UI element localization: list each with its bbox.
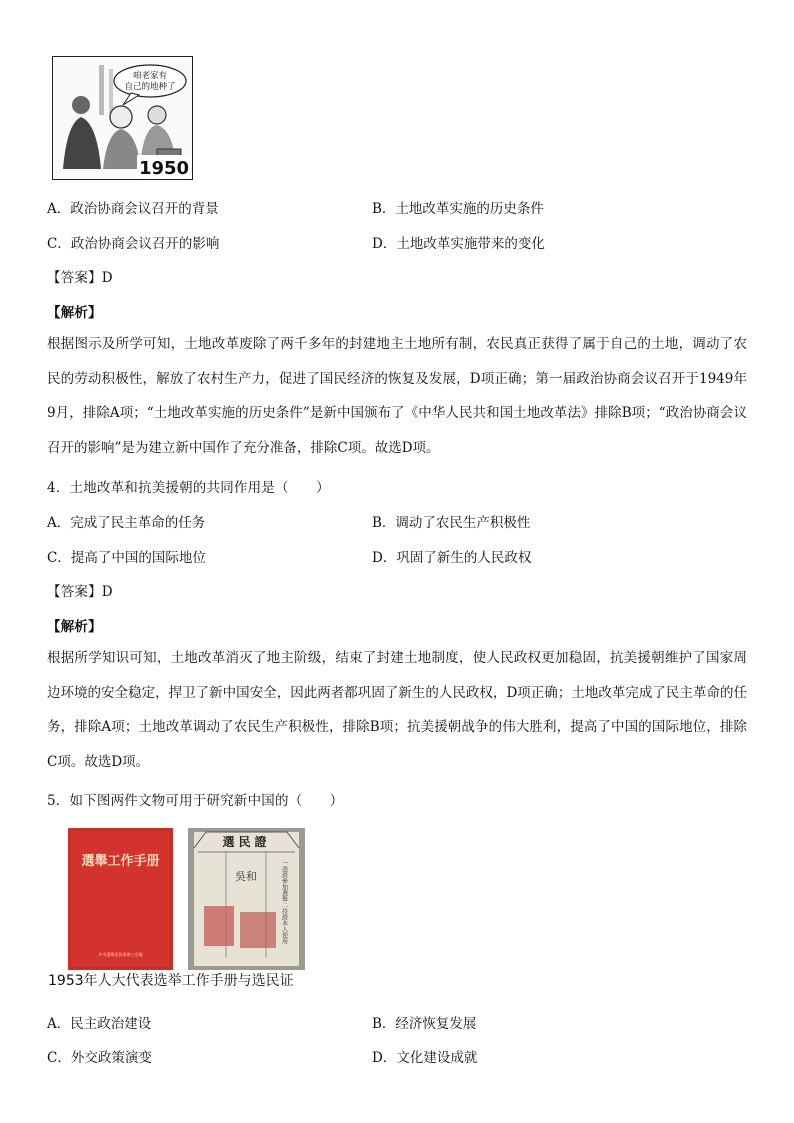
voter-card-side-text: 一憑證參加選舉二持證本人使用 (280, 860, 288, 944)
voter-card-title: 選民證 (222, 835, 271, 849)
q4-answer: 【答案】D (47, 584, 113, 600)
q3-option-a[interactable]: A．政治协商会议召开的背景 (47, 201, 219, 217)
q4-option-b[interactable]: B．调动了农民生产积极性 (372, 515, 531, 531)
speech-line-2: 自己的地种了 (124, 82, 176, 92)
speech-line-1: 咱老家有 (132, 71, 168, 81)
q3-analysis-label: 【解析】 (47, 305, 102, 321)
handbook-title: 選舉工作手册 (81, 854, 160, 869)
svg-text:吳和: 吳和 (235, 870, 257, 883)
handbook-publisher: 中央選舉委員會辦公室編 (98, 952, 143, 957)
q5-option-a[interactable]: A．民主政治建设 (47, 1016, 152, 1032)
q5-option-b[interactable]: B．经济恢复发展 (372, 1016, 477, 1032)
cartoon-illustration (53, 57, 192, 179)
q3-answer: 【答案】D (47, 270, 113, 286)
q4-option-d[interactable]: D．巩固了新生的人民政权 (372, 550, 532, 566)
q5-stem: 5．如下图两件文物可用于研究新中国的（ ） (47, 793, 344, 809)
q3-option-b[interactable]: B．土地改革实施的历史条件 (372, 201, 544, 217)
q3-analysis-text: 根据图示及所学可知，土地改革废除了两千多年的封建地主土地所有制，农民真正获得了属于自己的土地，调动了农民的劳动积极性，解放了农村生产力，促进了国民经济的恢复及发展，D项正确；第一届政治协商会议召开于1949年9月，排除A项；“土地改革实施的历史条件”是新中国颁布了《中华人民共和国土地改革法》排除B项；“政治协商会议召开的影响”是为建立新中国作了充分准备，排除C项。故选D项。 (47, 336, 747, 456)
red-seal-2 (240, 912, 276, 948)
q3-option-c[interactable]: C．政治协商会议召开的影响 (47, 236, 220, 252)
q4-analysis-label: 【解析】 (47, 619, 102, 635)
voter-card-image (188, 828, 305, 970)
cartoon-year: 1950 (138, 158, 190, 179)
election-handbook-image (68, 828, 173, 970)
figure-caption: 1953年人大代表选举工作手册与选民证 (48, 973, 294, 989)
q3-option-d[interactable]: D．土地改革实施带来的变化 (372, 236, 545, 252)
q4-analysis-text: 根据所学知识可知，土地改革消灭了地主阶级，结束了封建土地制度，使人民政权更加稳固，抗美援朝维护了国家周边环境的安全稳定，捍卫了新中国安全，因此两者都巩固了新生的人民政权，D项正确；土地改革完成了民主革命的任务，排除A项；土地改革调动了农民生产积极性，排除B项；抗美援朝战争的伟大胜利，提高了中国的国际地位，排除C项。故选D项。 (47, 650, 747, 770)
red-seal-1 (204, 906, 234, 946)
q4-option-a[interactable]: A．完成了民主革命的任务 (47, 515, 206, 531)
land-reform-cartoon (52, 56, 193, 180)
q4-stem: 4．土地改革和抗美援朝的共同作用是（ ） (47, 480, 330, 496)
q4-option-c[interactable]: C．提高了中国的国际地位 (47, 550, 206, 566)
q5-option-d[interactable]: D．文化建设成就 (372, 1050, 478, 1066)
q5-option-c[interactable]: C．外交政策演变 (47, 1050, 152, 1066)
